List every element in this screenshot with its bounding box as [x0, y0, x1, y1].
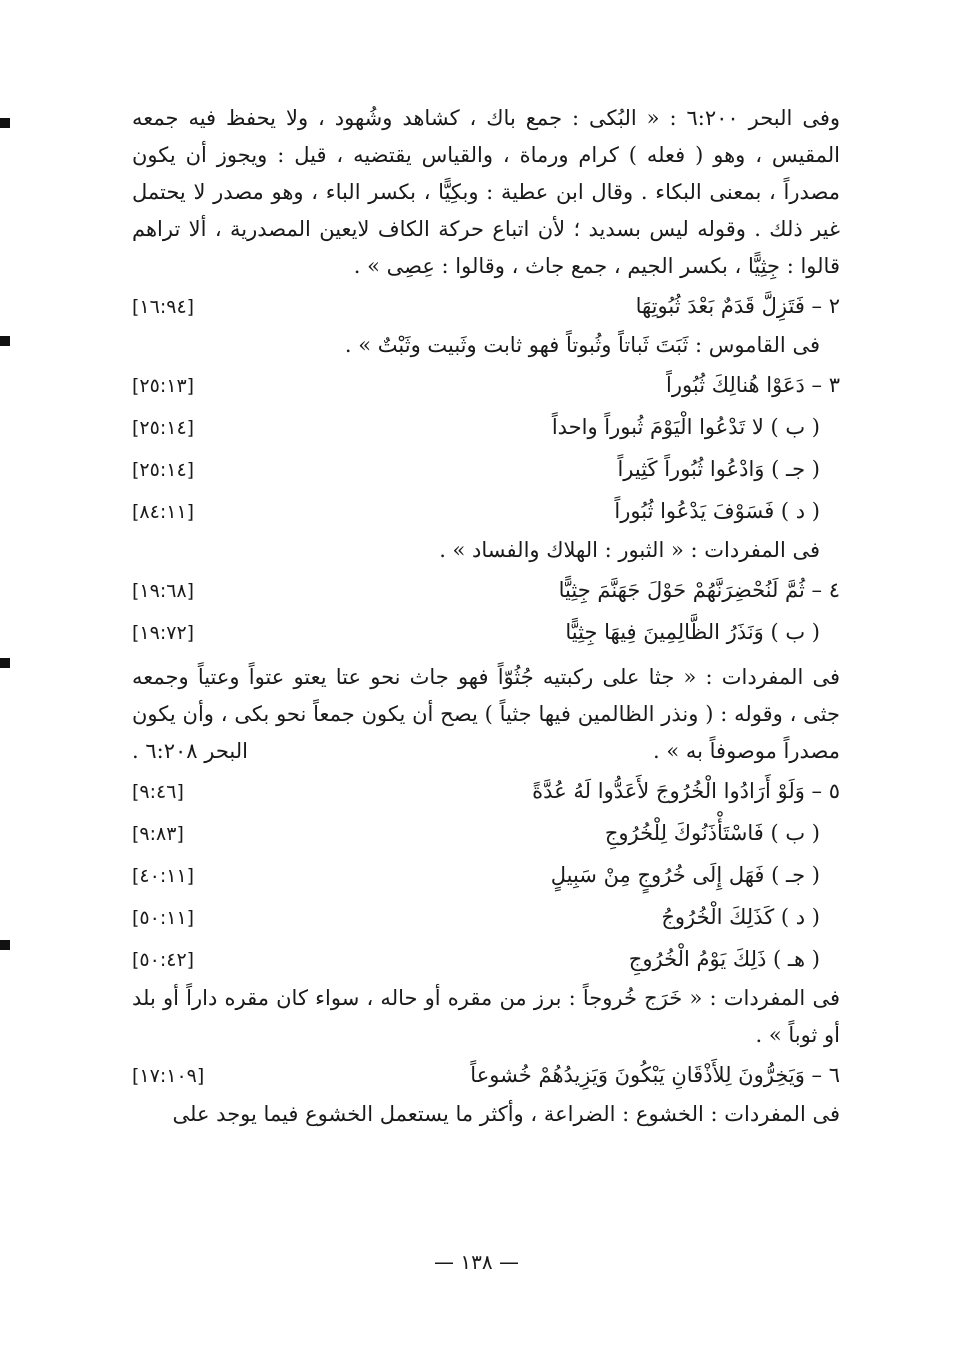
- verse-reference: [١٩:٦٨]: [132, 580, 195, 602]
- verse-reference: [٨٤:١١]: [132, 501, 195, 523]
- verse-row: [132, 770, 840, 812]
- verse-text: ( هـ ) ذَلِكَ يَوْمُ الْخُرُوجِ: [628, 947, 820, 971]
- verse-reference: [١٩:٧٢]: [132, 622, 195, 644]
- verse-reference: [١٧:١٠٩]: [132, 1065, 205, 1087]
- verse-text: ٢ – فَتَزِلَّ قَدَمٌ بَعْدَ ثُبُوتِهَا: [635, 294, 840, 318]
- margin-mark: [0, 336, 10, 346]
- verse-reference: [٩:٤٦]: [132, 781, 184, 803]
- verse-reference: [٤٠:١١]: [132, 865, 195, 887]
- commentary-paragraph: [132, 659, 840, 770]
- page-number: — ١٣٨ —: [434, 1250, 519, 1274]
- margin-mark: [0, 118, 10, 128]
- verse-reference: [٥٠:١١]: [132, 907, 195, 929]
- verse-row: [132, 812, 840, 854]
- commentary-paragraph: وفى البحر ٦:٢٠٠ : « البُكى : جمع باك ، كشاهد وشُهود ، ولا يحفظ فيه جمعه المقيس ، وهو ( فعله ) كرام ورماة ، والقياس يقتضيه ، قيل : ويجوز أن يكون مصدراً ، بمعنى البكاء . وقال ابن عطية : وبكِيًّا ، بكسر الباء ، وهو مصدر لا يحتمل غير ذلك . وقوله ليس بسديد ؛ لأن اتباع حركة الكاف لايعين المصدرية ، ألا تراهم قالوا : جِثِيًّا ، بكسر الجيم ، جمع جاث ، وقالوا : عِصِى » .: [132, 106, 841, 278]
- commentary-paragraph: فى المفردات : الخشوع : الضراعة ، وأكثر ما يستعمل الخشوع فيما يوجد على: [172, 1102, 840, 1126]
- verse-reference: [٢٥:١٣]: [132, 375, 195, 397]
- verse-text: ٥ – وَلَوْ أَرَادُوا الْخُرُوجَ لأَعَدُّوا لَهُ عُدَّةً: [532, 779, 840, 803]
- verse-text: ( ب ) لا تَدْعُوا الْيَوْمَ ثُبوراً واحداً: [551, 415, 820, 439]
- verse-row: [132, 406, 840, 448]
- page-body: [132, 100, 840, 1133]
- verse-row: [132, 285, 840, 327]
- verse-row: [132, 854, 840, 896]
- verse-text: ٣ – دَعَوْا هُنالِكَ ثُبُوراً: [666, 373, 840, 397]
- commentary-paragraph: فى المفردات : « خَرَج خُروجاً : برز من مقره أو حاله ، سواء كان مقره داراً أو بلد أو ثوباً » .: [132, 986, 840, 1047]
- verse-row: [132, 569, 840, 611]
- verse-text: ( د ) كَذَلِكَ الْخُرُوجُ: [661, 905, 820, 929]
- verse-reference: [٢٥:١٤]: [132, 459, 195, 481]
- verse-reference: [٩:٨٣]: [132, 823, 184, 845]
- verse-reference: [١٦:٩٤]: [132, 296, 195, 318]
- commentary-paragraph: فى القاموس : ثَبَتَ ثَباتاً وثُبوتاً فهو ثابت وثَبيت وثَبْتٌ » .: [344, 333, 820, 357]
- margin-mark: [0, 658, 10, 668]
- verse-reference: [٥٠:٤٢]: [132, 949, 195, 971]
- margin-mark: [0, 940, 10, 950]
- verse-text: ( ب ) وَنَذَرُ الظَّالِمِينَ فِيهَا جِثِيًّا: [565, 620, 820, 644]
- verse-text: ( ب ) فَاسْتَأْذَنُوكَ لِلْخُرُوجِ: [604, 821, 820, 845]
- verse-text: ٦ – وَيَخِرُّونَ لِلأَذْقَانِ يَبْكُونَ وَيَزِيدُهُمْ خُشوعاً: [470, 1063, 840, 1087]
- verse-text: ( د ) فَسَوْفَ يَدْعُوا ثُبُوراً: [614, 499, 820, 523]
- verse-text: ٤ – ثُمَّ لَنُحْضِرَنَّهُمْ حَوْلَ جَهَنَّمَ جِثِيًّا: [558, 578, 840, 602]
- verse-row: [132, 1054, 840, 1096]
- verse-text: ( جـ ) وَادْعُوا ثُبُوراً كَثِيراً: [617, 457, 820, 481]
- verse-row: [132, 938, 840, 980]
- verse-row: [132, 448, 840, 490]
- verse-row: [132, 896, 840, 938]
- verse-row: [132, 611, 840, 653]
- verse-row: [132, 364, 840, 406]
- commentary-text: فى المفردات : « جثا على ركبتيه جُثُوّاً فهو جاث نحو عتا يعتو عتواً وعتياً وجمعه جثى ، وقوله : ( ونذر الظالمين فيها جثياً ) يصح أن يكون جمعاً نحو بكى ، وأن يكون مصدراً موصوفاً به » .: [132, 665, 840, 763]
- verse-row: [132, 490, 840, 532]
- source-citation: البحر ٦:٢٠٨ .: [132, 739, 248, 763]
- verse-text: ( جـ ) فَهَل إِلَى خُرُوجٍ مِنْ سَبِيلٍ: [550, 863, 820, 887]
- commentary-paragraph: فى المفردات : « الثبور : الهلاك والفساد » .: [439, 538, 820, 562]
- verse-reference: [٢٥:١٤]: [132, 417, 195, 439]
